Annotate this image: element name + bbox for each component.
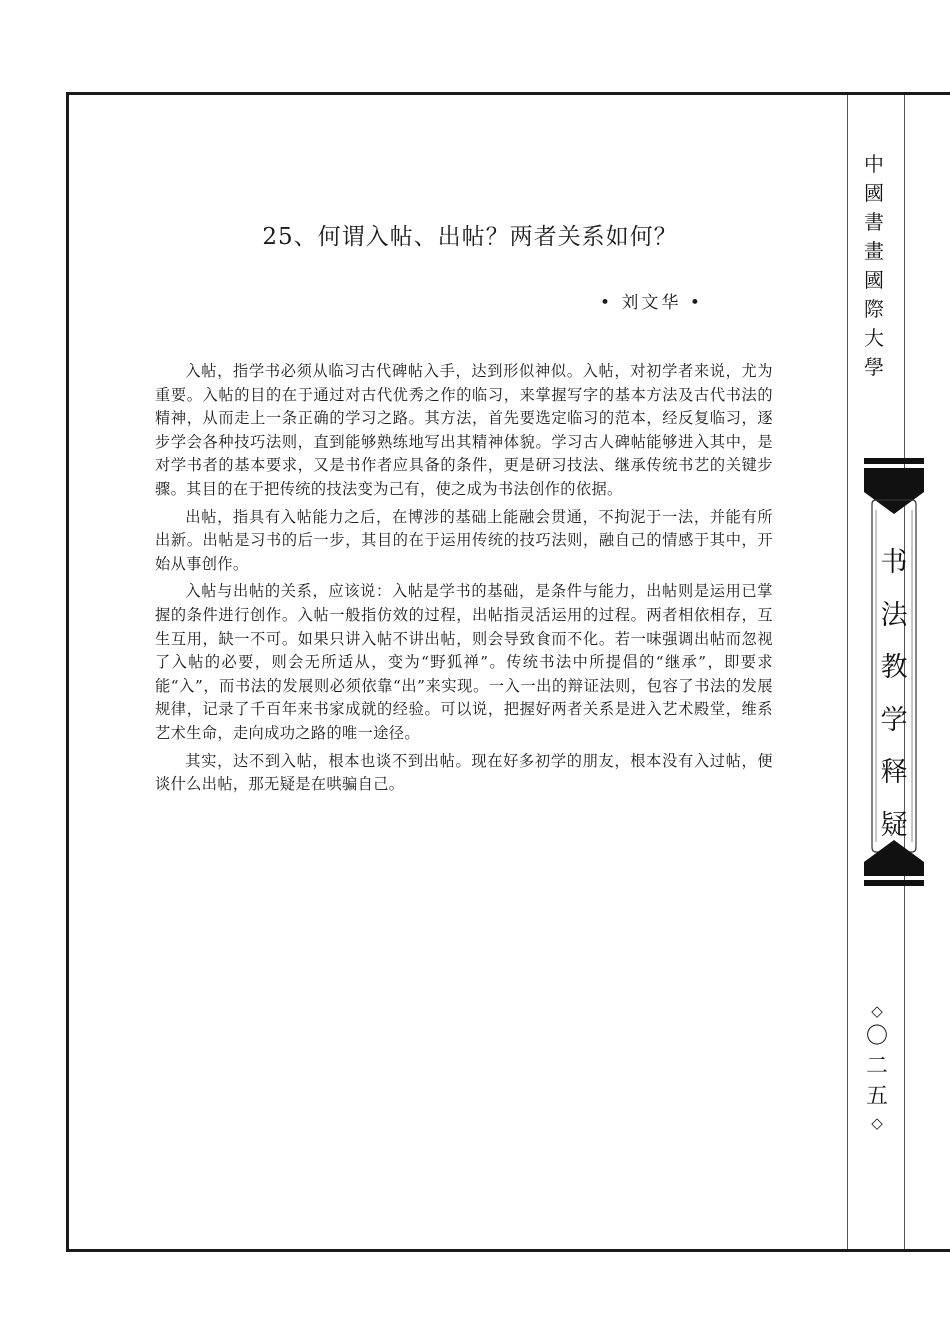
series-char: 學 [864, 355, 884, 379]
article-body [155, 360, 773, 801]
paragraph: 入帖与出帖的关系，应该说：入帖是学书的基础，是条件与能力，出帖则是运用已掌握的条件进行创作。入帖一般指仿效的过程，出帖指灵活运用的过程。两者相依相存，互生互用，缺一不可。如果只讲入帖不讲出帖，则会导致食而不化。若一味强调出帖而忽视了入帖的必要，则会无所适从，变为“野狐禅”。传统书法中所提倡的“继承”，即要求能“入”，而书法的发展则必须依靠“出”来实现。一入一出的辩证法则，包容了书法的发展规律，记录了千百年来书家成就的经验。可以说，把握好两者关系是进入艺术殿堂，维系艺术生命，走向成功之路的唯一途径。 [155, 582, 773, 742]
book-title-banner [862, 452, 926, 892]
page-number-char: 〇 [865, 1024, 888, 1049]
page-number-char: 五 [865, 1084, 888, 1109]
paragraph: 出帖，指具有入帖能力之后，在博涉的基础上能融会贯通，不拘泥于一法，并能有所出新。出帖是习书的后一步，其目的在于运用传统的技巧法则，融自己的情感于其中，开始从事创作。 [155, 507, 773, 573]
series-title-vertical [856, 150, 892, 382]
series-char: 畫 [864, 239, 884, 263]
article-title: 25、何谓入帖、出帖？两者关系如何？ [262, 224, 678, 250]
article-author: • 刘文华 • [600, 293, 703, 313]
page-number-char: 二 [865, 1054, 888, 1079]
book-title-char: 释 [880, 757, 908, 788]
gutter-divider-left [847, 95, 848, 1249]
paragraph: 其实，达不到入帖，根本也谈不到出帖。现在好多初学的朋友，根本没有入过帖，便谈什么出帖，那无疑是在哄骗自己。 [155, 751, 773, 794]
series-char: 國 [864, 268, 884, 292]
series-char: 大 [864, 326, 884, 350]
book-title-char: 疑 [880, 809, 908, 841]
series-char: 中 [864, 152, 884, 176]
series-char: 書 [864, 210, 884, 234]
diamond-ornament-icon: ◇ [871, 1114, 883, 1132]
page-number-vertical [862, 1000, 892, 1134]
book-title-vertical [862, 537, 926, 852]
book-title-char: 法 [880, 599, 908, 631]
series-char: 際 [864, 297, 884, 321]
series-char: 國 [864, 181, 884, 205]
diamond-ornament-icon: ◇ [871, 1002, 883, 1020]
book-title-char: 书 [880, 547, 908, 578]
paragraph: 入帖，指学书必须从临习古代碑帖入手，达到形似神似。入帖，对初学者来说，尤为重要。入帖的目的在于通过对古代优秀之作的临习，来掌握写字的基本方法及古代书法的精神，从而走上一条正确的学习之路。其方法，首先要选定临习的范本，经反复临习，逐步学会各种技巧法则，直到能够熟练地写出其精神体貌。学习古人碑帖能够进入其中，是对学书者的基本要求，又是书作者应具备的条件，更是研习技法、继承传统书艺的关键步骤。其目的在于把传统的技法变为己有，使之成为书法创作的依据。 [155, 362, 773, 498]
book-title-char: 教 [880, 652, 908, 683]
book-title-char: 学 [880, 704, 908, 736]
